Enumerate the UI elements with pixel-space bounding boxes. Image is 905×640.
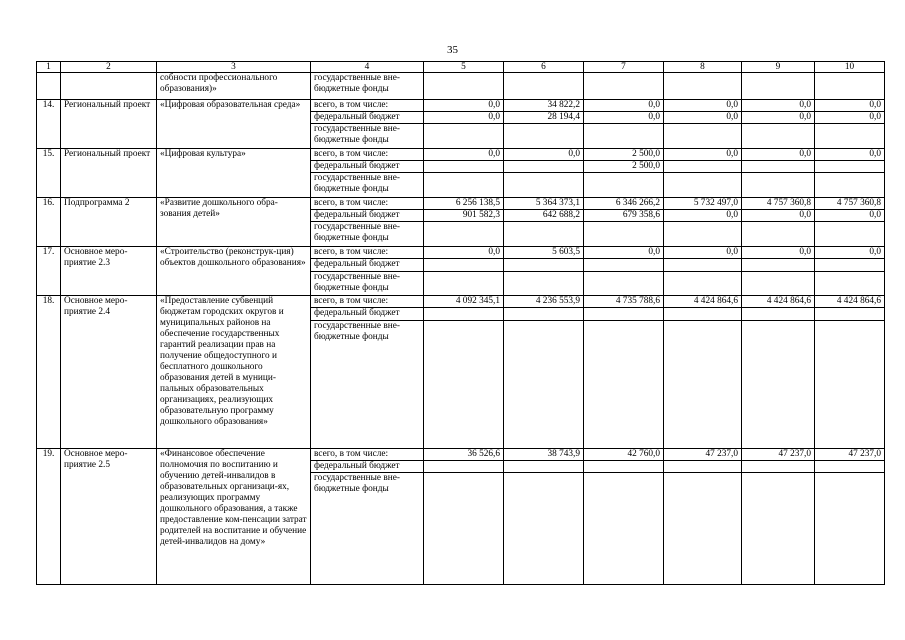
amount-cell	[504, 222, 584, 247]
amount-cell: 0,0	[815, 246, 885, 258]
funding-source: государственные вне-бюджетные фонды	[311, 222, 424, 247]
program-title: «Предоставление субвенций бюджетам городских округов и муниципальных районов на обеспечение государственных гарантий реализации прав на получение общедоступного и бесплатного дошкольного образования детей в муници-пальных образовательных организациях, реализующих образовательную программу дошкольного образования»	[157, 296, 311, 449]
table-row	[37, 197, 885, 209]
row-number: 14.	[37, 99, 61, 148]
table-row	[37, 73, 885, 100]
funding-source: всего, в том числе:	[311, 197, 424, 209]
amount-cell	[504, 473, 584, 585]
amount-cell	[742, 473, 815, 585]
header-row	[37, 62, 885, 73]
amount-cell	[664, 473, 742, 585]
table-row	[37, 99, 885, 111]
amount-cell: 0,0	[424, 246, 504, 258]
amount-cell	[742, 308, 815, 320]
table-row	[37, 448, 885, 460]
program-title: «Цифровая культура»	[157, 148, 311, 197]
amount-cell	[815, 320, 885, 448]
funding-source: федеральный бюджет	[311, 308, 424, 320]
amount-cell: 38 743,9	[504, 448, 584, 460]
amount-cell	[664, 271, 742, 296]
amount-cell	[815, 473, 885, 585]
amount-cell: 0,0	[815, 148, 885, 160]
amount-cell	[815, 124, 885, 149]
amount-cell: 47 237,0	[742, 448, 815, 460]
amount-cell: 0,0	[664, 111, 742, 123]
amount-cell	[664, 259, 742, 271]
amount-cell: 901 582,3	[424, 210, 504, 222]
amount-cell: 4 092 345,1	[424, 296, 504, 308]
amount-cell: 0,0	[664, 246, 742, 258]
funding-source: всего, в том числе:	[311, 99, 424, 111]
amount-cell	[815, 222, 885, 247]
program-type: Региональный проект	[61, 99, 157, 148]
amount-cell: 0,0	[815, 99, 885, 111]
amount-cell	[504, 173, 584, 198]
amount-cell: 4 757 360,8	[815, 197, 885, 209]
funding-source: федеральный бюджет	[311, 259, 424, 271]
row-number: 17.	[37, 246, 61, 295]
amount-cell: 0,0	[424, 111, 504, 123]
program-title: «Финансовое обеспечение полномочия по воспитанию и обучению детей-инвалидов в образовательных организаци-ях, реализующих программу дошкольного образования, а также предоставление ком-пенсации затрат родителей на воспитание и обучение детей-инвалидов на дому»	[157, 448, 311, 584]
amount-cell	[664, 320, 742, 448]
amount-cell	[504, 308, 584, 320]
amount-cell: 0,0	[664, 148, 742, 160]
amount-cell	[664, 124, 742, 149]
amount-cell: 0,0	[504, 148, 584, 160]
amount-cell	[424, 308, 504, 320]
column-header: 2	[61, 62, 157, 73]
column-header: 6	[504, 62, 584, 73]
column-header: 7	[584, 62, 664, 73]
amount-cell	[584, 320, 664, 448]
amount-cell: 4 735 788,6	[584, 296, 664, 308]
amount-cell	[424, 271, 504, 296]
column-header: 5	[424, 62, 504, 73]
table-row	[37, 246, 885, 258]
funding-source: государственные вне-бюджетные фонды	[311, 124, 424, 149]
amount-cell	[424, 259, 504, 271]
amount-cell: 2 500,0	[584, 161, 664, 173]
amount-cell	[424, 320, 504, 448]
amount-cell: 0,0	[742, 246, 815, 258]
funding-source: всего, в том числе:	[311, 246, 424, 258]
row-number: 16.	[37, 197, 61, 246]
funding-source: всего, в том числе:	[311, 448, 424, 460]
amount-cell: 4 424 864,6	[815, 296, 885, 308]
amount-cell: 47 237,0	[815, 448, 885, 460]
column-header: 4	[311, 62, 424, 73]
amount-cell	[424, 222, 504, 247]
table-body	[37, 73, 885, 585]
amount-cell	[742, 222, 815, 247]
program-title: «Развитие дошкольного обра-зования детей»	[157, 197, 311, 246]
amount-cell	[584, 173, 664, 198]
column-header: 9	[742, 62, 815, 73]
amount-cell	[815, 308, 885, 320]
amount-cell	[584, 73, 664, 100]
amount-cell: 2 500,0	[584, 148, 664, 160]
funding-source: всего, в том числе:	[311, 296, 424, 308]
amount-cell: 0,0	[664, 99, 742, 111]
amount-cell	[424, 161, 504, 173]
funding-source: всего, в том числе:	[311, 148, 424, 160]
amount-cell: 5 732 497,0	[664, 197, 742, 209]
amount-cell: 4 424 864,6	[664, 296, 742, 308]
amount-cell	[664, 73, 742, 100]
amount-cell	[742, 124, 815, 149]
program-type: Региональный проект	[61, 148, 157, 197]
amount-cell	[504, 259, 584, 271]
amount-cell: 34 822,2	[504, 99, 584, 111]
amount-cell: 0,0	[742, 210, 815, 222]
column-header: 10	[815, 62, 885, 73]
table-row	[37, 148, 885, 160]
amount-cell	[815, 161, 885, 173]
amount-cell	[504, 460, 584, 472]
amount-cell: 28 194,4	[504, 111, 584, 123]
amount-cell: 5 603,5	[504, 246, 584, 258]
funding-source: государственные вне-бюджетные фонды	[311, 271, 424, 296]
amount-cell: 679 358,6	[584, 210, 664, 222]
program-title: «Строительство (реконструк-ция) объектов дошкольного образования»	[157, 246, 311, 295]
amount-cell: 5 364 373,1	[504, 197, 584, 209]
funding-source: федеральный бюджет	[311, 210, 424, 222]
amount-cell: 4 236 553,9	[504, 296, 584, 308]
amount-cell	[504, 124, 584, 149]
amount-cell	[424, 473, 504, 585]
amount-cell	[424, 73, 504, 100]
program-type: Основное меро-приятие 2.5	[61, 448, 157, 584]
amount-cell: 4 757 360,8	[742, 197, 815, 209]
amount-cell: 6 256 138,5	[424, 197, 504, 209]
program-type: Подпрограмма 2	[61, 197, 157, 246]
amount-cell	[424, 173, 504, 198]
amount-cell: 0,0	[742, 148, 815, 160]
amount-cell: 4 424 864,6	[742, 296, 815, 308]
amount-cell: 47 237,0	[664, 448, 742, 460]
amount-cell	[664, 173, 742, 198]
amount-cell: 0,0	[815, 210, 885, 222]
amount-cell: 642 688,2	[504, 210, 584, 222]
amount-cell: 0,0	[584, 246, 664, 258]
amount-cell	[742, 161, 815, 173]
row-number	[37, 73, 61, 100]
funding-source: государственные вне-бюджетные фонды	[311, 173, 424, 198]
amount-cell	[815, 460, 885, 472]
amount-cell	[815, 173, 885, 198]
program-title: собности профессионального образования)»	[157, 73, 311, 100]
row-number: 15.	[37, 148, 61, 197]
amount-cell	[584, 259, 664, 271]
amount-cell	[664, 222, 742, 247]
amount-cell	[424, 460, 504, 472]
amount-cell: 0,0	[742, 99, 815, 111]
page-number: 35	[447, 44, 458, 56]
amount-cell	[742, 271, 815, 296]
amount-cell: 0,0	[584, 99, 664, 111]
funding-source: государственные вне-бюджетные фонды	[311, 473, 424, 585]
program-type: Основное меро-приятие 2.3	[61, 246, 157, 295]
amount-cell	[504, 271, 584, 296]
funding-source: федеральный бюджет	[311, 161, 424, 173]
amount-cell: 0,0	[664, 210, 742, 222]
amount-cell	[742, 173, 815, 198]
amount-cell	[584, 308, 664, 320]
amount-cell: 36 526,6	[424, 448, 504, 460]
amount-cell	[584, 473, 664, 585]
table-row	[37, 296, 885, 308]
amount-cell: 0,0	[424, 148, 504, 160]
funding-source: государственные вне-бюджетные фонды	[311, 73, 424, 100]
amount-cell	[742, 73, 815, 100]
amount-cell	[742, 460, 815, 472]
program-type: Основное меро-приятие 2.4	[61, 296, 157, 449]
row-number: 19.	[37, 448, 61, 584]
amount-cell	[815, 271, 885, 296]
amount-cell	[584, 222, 664, 247]
amount-cell: 0,0	[742, 111, 815, 123]
amount-cell	[742, 259, 815, 271]
amount-cell: 42 760,0	[584, 448, 664, 460]
funding-source: федеральный бюджет	[311, 111, 424, 123]
amount-cell	[815, 73, 885, 100]
amount-cell	[504, 320, 584, 448]
funding-source: государственные вне-бюджетные фонды	[311, 320, 424, 448]
amount-cell: 0,0	[584, 111, 664, 123]
column-header: 1	[37, 62, 61, 73]
column-header: 8	[664, 62, 742, 73]
row-number: 18.	[37, 296, 61, 449]
amount-cell	[584, 124, 664, 149]
amount-cell	[504, 161, 584, 173]
funding-source: федеральный бюджет	[311, 460, 424, 472]
amount-cell	[584, 460, 664, 472]
amount-cell	[664, 460, 742, 472]
budget-table	[36, 61, 885, 585]
amount-cell	[664, 161, 742, 173]
amount-cell	[424, 124, 504, 149]
amount-cell: 6 346 266,2	[584, 197, 664, 209]
amount-cell	[664, 308, 742, 320]
amount-cell	[815, 259, 885, 271]
amount-cell	[742, 320, 815, 448]
program-title: «Цифровая образовательная среда»	[157, 99, 311, 148]
amount-cell	[504, 73, 584, 100]
amount-cell	[584, 271, 664, 296]
amount-cell: 0,0	[815, 111, 885, 123]
program-type	[61, 73, 157, 100]
amount-cell: 0,0	[424, 99, 504, 111]
column-header: 3	[157, 62, 311, 73]
